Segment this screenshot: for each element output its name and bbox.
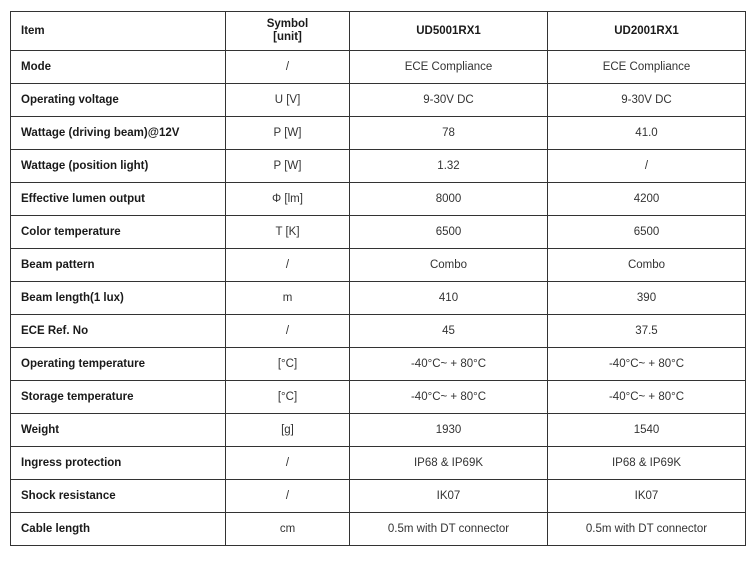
spec-table: [10, 11, 746, 546]
row-model2-value: -40°C~ + 80°C: [548, 381, 746, 414]
row-item: Wattage (position light): [11, 150, 226, 183]
row-symbol: [g]: [226, 414, 350, 447]
row-model2-value: /: [548, 150, 746, 183]
row-model2-value: Combo: [548, 249, 746, 282]
table-row: [11, 84, 746, 117]
row-model1-value: 6500: [350, 216, 548, 249]
row-model2-value: IK07: [548, 480, 746, 513]
row-model1-value: 9-30V DC: [350, 84, 548, 117]
header-item: Item: [11, 12, 226, 51]
table-row: [11, 480, 746, 513]
table-row: [11, 315, 746, 348]
table-header-row: [11, 12, 746, 51]
header-model2: UD2001RX1: [548, 12, 746, 51]
row-item: Cable length: [11, 513, 226, 546]
header-model1: UD5001RX1: [350, 12, 548, 51]
row-item: Ingress protection: [11, 447, 226, 480]
table-row: [11, 447, 746, 480]
row-symbol: /: [226, 51, 350, 84]
row-symbol: /: [226, 315, 350, 348]
row-symbol: [°C]: [226, 348, 350, 381]
row-item: Color temperature: [11, 216, 226, 249]
row-model2-value: 390: [548, 282, 746, 315]
row-model1-value: 1930: [350, 414, 548, 447]
row-symbol: /: [226, 249, 350, 282]
row-model2-value: 4200: [548, 183, 746, 216]
table-row: [11, 150, 746, 183]
table-row: [11, 513, 746, 546]
row-model2-value: 6500: [548, 216, 746, 249]
row-item: Wattage (driving beam)@12V: [11, 117, 226, 150]
row-symbol: m: [226, 282, 350, 315]
row-model1-value: ECE Compliance: [350, 51, 548, 84]
row-item: Beam length(1 lux): [11, 282, 226, 315]
row-symbol: [°C]: [226, 381, 350, 414]
table-row: [11, 249, 746, 282]
row-model1-value: -40°C~ + 80°C: [350, 348, 548, 381]
row-symbol: P [W]: [226, 150, 350, 183]
row-model1-value: -40°C~ + 80°C: [350, 381, 548, 414]
table-row: [11, 381, 746, 414]
row-model1-value: 45: [350, 315, 548, 348]
row-item: Shock resistance: [11, 480, 226, 513]
table-row: [11, 183, 746, 216]
table-row: [11, 414, 746, 447]
header-symbol-line1: Symbol: [266, 18, 309, 30]
row-item: Operating voltage: [11, 84, 226, 117]
row-symbol: /: [226, 480, 350, 513]
row-symbol: cm: [226, 513, 350, 546]
row-model2-value: -40°C~ + 80°C: [548, 348, 746, 381]
row-item: Storage temperature: [11, 381, 226, 414]
table-row: [11, 348, 746, 381]
row-model1-value: Combo: [350, 249, 548, 282]
row-item: Effective lumen output: [11, 183, 226, 216]
row-model2-value: IP68 & IP69K: [548, 447, 746, 480]
row-model2-value: ECE Compliance: [548, 51, 746, 84]
row-model1-value: IP68 & IP69K: [350, 447, 548, 480]
table-row: [11, 51, 746, 84]
row-model1-value: IK07: [350, 480, 548, 513]
row-item: Operating temperature: [11, 348, 226, 381]
row-symbol: /: [226, 447, 350, 480]
row-item: Weight: [11, 414, 226, 447]
row-model1-value: 1.32: [350, 150, 548, 183]
header-symbol-line2: [unit]: [273, 31, 302, 43]
row-model2-value: 37.5: [548, 315, 746, 348]
row-item: Mode: [11, 51, 226, 84]
row-model1-value: 410: [350, 282, 548, 315]
table-row: [11, 282, 746, 315]
header-symbol: [226, 12, 350, 51]
row-item: ECE Ref. No: [11, 315, 226, 348]
row-model1-value: 78: [350, 117, 548, 150]
row-item: Beam pattern: [11, 249, 226, 282]
table-row: [11, 117, 746, 150]
row-symbol: U [V]: [226, 84, 350, 117]
row-symbol: P [W]: [226, 117, 350, 150]
row-model2-value: 41.0: [548, 117, 746, 150]
table-row: [11, 216, 746, 249]
row-model2-value: 1540: [548, 414, 746, 447]
row-model2-value: 0.5m with DT connector: [548, 513, 746, 546]
row-symbol: T [K]: [226, 216, 350, 249]
row-model2-value: 9-30V DC: [548, 84, 746, 117]
row-model1-value: 0.5m with DT connector: [350, 513, 548, 546]
row-symbol: Φ [lm]: [226, 183, 350, 216]
row-model1-value: 8000: [350, 183, 548, 216]
